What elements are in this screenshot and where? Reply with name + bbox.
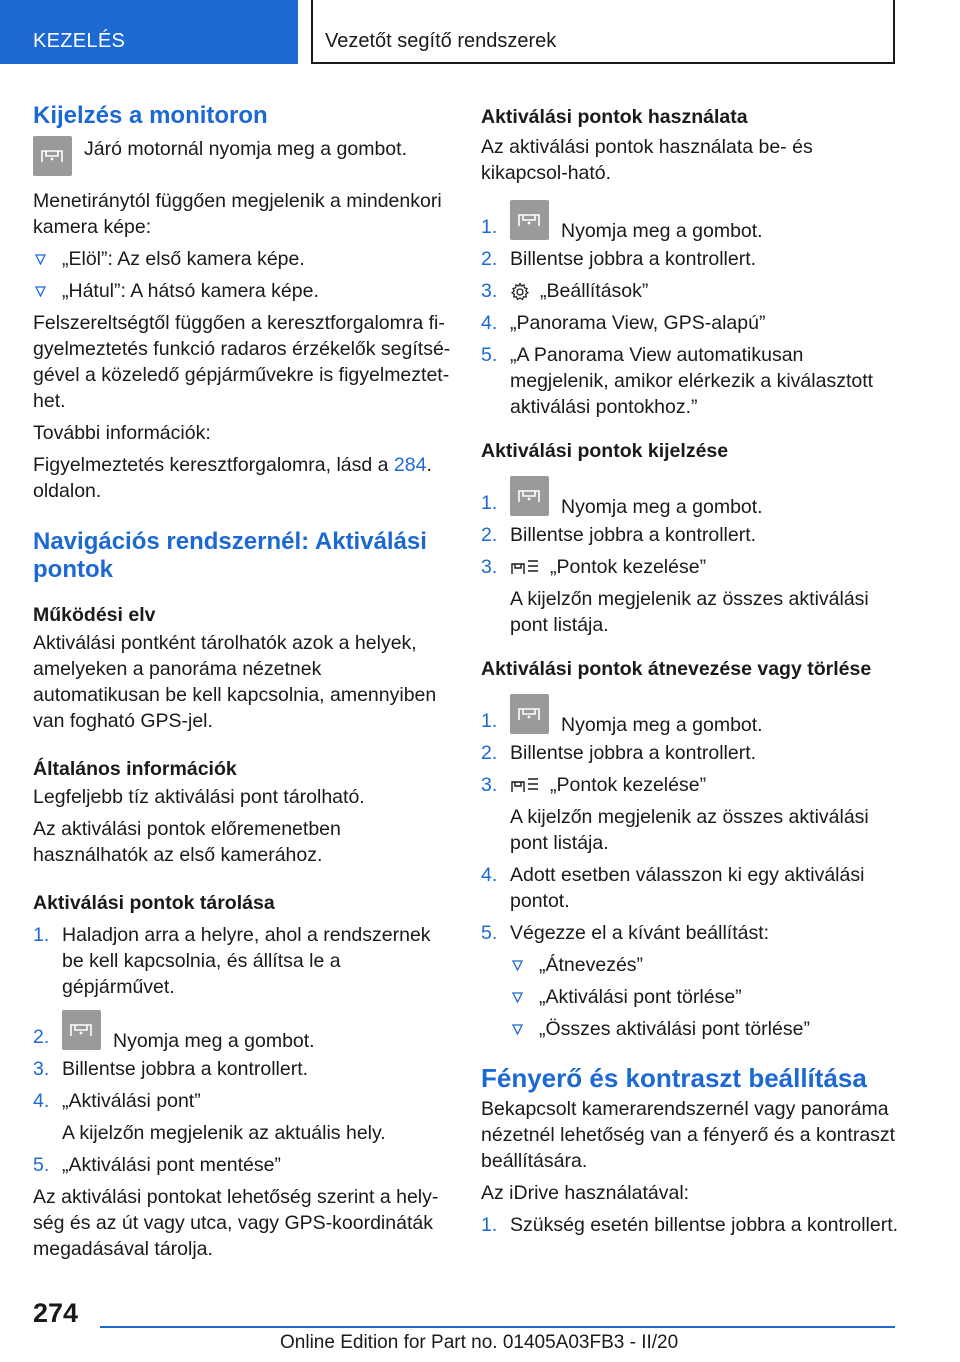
list-item: 1. Haladjon arra a helyre, ahol a rendszernek be kell kapcsolnia, és állítsa le a gépjárművet. bbox=[33, 924, 431, 998]
equipment-text: Felszereltségtől függően a keresztforgalomra fi-gyelmeztetés funkció radaros érzékelők segítsé-gével a közeledő gépjárművekre is figyelmeztet-het. bbox=[33, 312, 451, 412]
camera-list bbox=[33, 246, 453, 304]
camera-button-icon bbox=[510, 200, 549, 240]
heading-use: Aktiválási pontok használata bbox=[481, 106, 748, 128]
list-item: 5. „A Panorama View automatikusan megjelenik, amikor elérkezik a kiválasztott aktiválási pontokhoz.” bbox=[481, 344, 874, 418]
manage-points-icon bbox=[510, 558, 540, 578]
heading-navigation: Navigációs rendszernél: Aktiválási pontok bbox=[33, 528, 427, 583]
monitor-instruction bbox=[33, 136, 453, 176]
more-info-text: További információk: bbox=[33, 422, 211, 444]
list-item: 5. „Aktiválási pont mentése” bbox=[33, 1154, 281, 1176]
use-text: Az aktiválási pontok használata be- és kikapcsol-ható. bbox=[481, 136, 813, 184]
heading-principle: Működési elv bbox=[33, 604, 156, 626]
chapter-tab bbox=[311, 0, 895, 64]
page-number: 274 bbox=[33, 1298, 79, 1328]
list-item: 3. Billentse jobbra a kontrollert. bbox=[33, 1058, 309, 1080]
list-item: 4. „Aktiválási pont” A kijelzőn megjelenik az aktuális hely. bbox=[33, 1090, 386, 1144]
list-item: 2. Billentse jobbra a kontrollert. bbox=[481, 742, 757, 764]
list-item: 1. Nyomja meg a gombot. bbox=[481, 694, 901, 734]
section-tab bbox=[0, 0, 298, 64]
general-text-2: Az aktiválási pontok előremenetben használhatók az első kamerához. bbox=[33, 818, 341, 866]
display-steps bbox=[481, 476, 901, 638]
list-item: 1. Szükség esetén billentse jobbra a kontrollert. bbox=[481, 1214, 899, 1236]
camera-button-icon bbox=[33, 136, 72, 176]
list-item: „Átnevezés” bbox=[510, 952, 901, 978]
store-steps bbox=[33, 922, 453, 1178]
general-text-1: Legfeljebb tíz aktiválási pont tárolható. bbox=[33, 786, 365, 808]
store-end-text: Az aktiválási pontokat lehetőség szerint a hely-ség és az út vagy utca, vagy GPS-koordináták megadásával tárolja. bbox=[33, 1186, 439, 1260]
triangle-bullet-icon bbox=[512, 992, 523, 1003]
direction-text: Menetiránytól függően megjelenik a mindenkori kamera képe: bbox=[33, 190, 442, 238]
list-item: 3. „Beállítások” bbox=[481, 280, 649, 302]
list-item: 3. „Pontok kezelése” A kijelzőn megjelenik az összes aktiválási pont listája. bbox=[481, 556, 869, 636]
camera-button-icon bbox=[510, 476, 549, 516]
footer-rule bbox=[100, 1326, 895, 1328]
right-column bbox=[481, 104, 901, 1238]
list-item: 5. Végezze el a kívánt beállítást: „Átnevezés” „Aktiválási pont törlése” „Összes aktiválási pont törlése” bbox=[481, 920, 901, 1042]
heading-rename: Aktiválási pontok átnevezése vagy törlése bbox=[481, 658, 872, 680]
idrive-text: Az iDrive használatával: bbox=[481, 1182, 690, 1204]
heading-monitor: Kijelzés a monitoron bbox=[33, 102, 268, 129]
triangle-bullet-icon bbox=[512, 1024, 523, 1035]
list-item: 1. Nyomja meg a gombot. bbox=[481, 200, 901, 240]
list-item: „Aktiválási pont törlése” bbox=[510, 984, 901, 1010]
camera-button-icon bbox=[62, 1010, 101, 1050]
rename-options bbox=[510, 952, 901, 1042]
list-item: 1. Nyomja meg a gombot. bbox=[481, 476, 901, 516]
rename-steps bbox=[481, 694, 901, 1042]
triangle-bullet-icon bbox=[35, 254, 46, 265]
list-item: 4. Adott esetben válasszon ki egy aktiválási pontot. bbox=[481, 864, 865, 912]
principle-text: Aktiválási pontként tárolhatók azok a helyek, amelyeken a panoráma nézetnek automatikusan be kell kapcsolnia, amennyiben van fogható GPS-jel. bbox=[33, 632, 437, 732]
list-item: 3. „Pontok kezelése” A kijelzőn megjelenik az összes aktiválási pont listája. bbox=[481, 774, 869, 854]
chapter-label: Vezetőt segítő rendszerek bbox=[325, 30, 557, 52]
left-column bbox=[33, 100, 453, 1262]
list-item: 2. Nyomja meg a gombot. bbox=[33, 1010, 453, 1050]
list-item: 2. Billentse jobbra a kontrollert. bbox=[481, 524, 757, 546]
list-item: „Hátul”: A hátsó kamera képe. bbox=[33, 278, 453, 304]
list-item: „Összes aktiválási pont törlése” bbox=[510, 1016, 901, 1042]
list-item: 2. Billentse jobbra a kontrollert. bbox=[481, 248, 757, 270]
edition-text: Online Edition for Part no. 01405A03FB3 - II/20 bbox=[280, 1332, 679, 1353]
brightness-text: Bekapcsolt kamerarendszernél vagy panoráma nézetnél lehetőség van a fényerő és a kontraszt beállítására. bbox=[481, 1098, 896, 1172]
page-link[interactable]: 284 bbox=[393, 454, 427, 476]
monitor-instruction-text: Járó motornál nyomja meg a gombot. bbox=[84, 138, 407, 160]
manage-points-icon bbox=[510, 776, 540, 796]
brightness-steps bbox=[481, 1212, 901, 1238]
camera-button-icon bbox=[510, 694, 549, 734]
heading-general: Általános információk bbox=[33, 758, 237, 780]
heading-store: Aktiválási pontok tárolása bbox=[33, 892, 275, 914]
use-steps bbox=[481, 200, 901, 420]
section-label: KEZELÉS bbox=[33, 30, 126, 52]
see-also-text: Figyelmeztetés keresztforgalomra, lásd a 284. oldalon. bbox=[33, 454, 432, 502]
gear-icon bbox=[510, 282, 530, 302]
triangle-bullet-icon bbox=[512, 960, 523, 971]
heading-brightness: Fényerő és kontraszt beállítása bbox=[481, 1063, 867, 1093]
list-item: 4. „Panorama View, GPS-alapú” bbox=[481, 312, 766, 334]
list-item: „Elöl”: Az első kamera képe. bbox=[33, 246, 453, 272]
triangle-bullet-icon bbox=[35, 286, 46, 297]
heading-display: Aktiválási pontok kijelzése bbox=[481, 440, 729, 462]
